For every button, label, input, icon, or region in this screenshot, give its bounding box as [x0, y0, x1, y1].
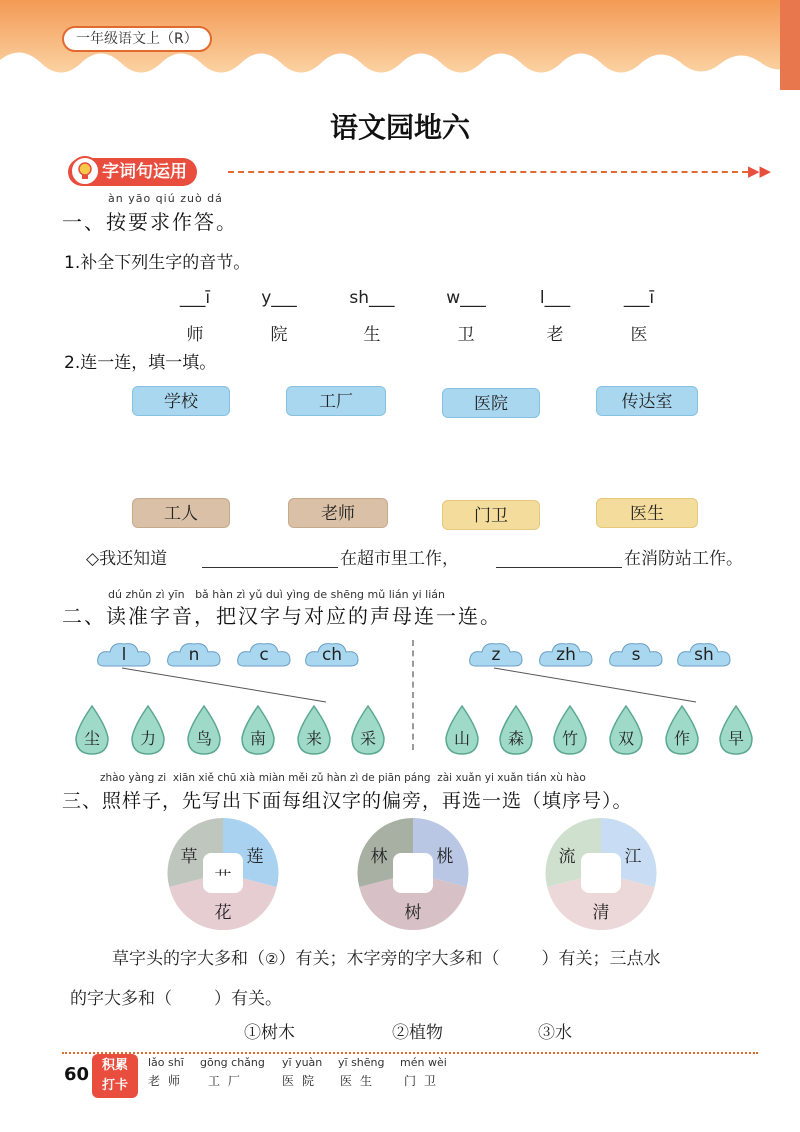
know-suffix: 在消防站工作。 — [624, 549, 743, 569]
drop-character[interactable]: 南 — [249, 729, 266, 748]
double-arrow-icon: ▶▶ — [748, 162, 772, 180]
initial-label[interactable]: z — [491, 645, 501, 665]
footer-badge — [92, 1054, 138, 1098]
q1-label: 1.补全下列生字的音节。 — [64, 253, 251, 273]
page-number: 60 — [64, 1064, 90, 1085]
part2-pinyin: dú zhǔn zì yīn bǎ hàn zì yǔ duì yìng de shēng mǔ lián yi lián — [108, 588, 445, 601]
option-item: ①树木 — [244, 1023, 295, 1043]
footer-pinyin: mén wèi — [400, 1056, 447, 1069]
wheel-character: 莲 — [246, 847, 264, 867]
drop-character[interactable]: 来 — [305, 729, 322, 748]
syllable-blank[interactable]: y___ — [261, 288, 297, 308]
drop-character[interactable]: 森 — [507, 729, 524, 748]
syllable-blank[interactable]: ___ī — [623, 288, 655, 308]
character: 老 — [546, 325, 564, 345]
syllable-blank[interactable]: sh___ — [349, 288, 395, 308]
person-card[interactable]: 门卫 — [442, 500, 540, 530]
character: 卫 — [457, 325, 475, 345]
drop-character[interactable]: 山 — [453, 729, 470, 748]
initial-label[interactable]: s — [631, 645, 641, 665]
part2-heading: 二、读准字音，把汉字与对应的声母连一连。 — [62, 604, 502, 628]
footer-word: 医院 — [282, 1074, 323, 1088]
drop-character[interactable]: 早 — [727, 729, 744, 748]
place-card[interactable]: 学校 — [132, 386, 230, 416]
footer-word: 门卫 — [404, 1074, 445, 1088]
initial-label[interactable]: zh — [556, 645, 576, 665]
place-card[interactable]: 传达室 — [596, 386, 698, 416]
syllable-blank[interactable]: w___ — [446, 288, 486, 308]
drop-character[interactable]: 作 — [673, 729, 690, 748]
initial-label[interactable]: c — [259, 645, 269, 665]
grade-tag: 一年级语文上（R） — [62, 26, 212, 52]
initial-label[interactable]: sh — [694, 645, 714, 665]
initial-label[interactable]: ch — [321, 645, 343, 665]
drop-character[interactable]: 采 — [359, 729, 376, 748]
wheel-character: 林 — [370, 847, 388, 867]
wheel-character: 花 — [214, 903, 232, 923]
know-mid: 在超市里工作， — [340, 549, 459, 569]
drop-character[interactable]: 尘 — [83, 729, 100, 748]
radical-answer[interactable]: 艹 — [214, 869, 232, 889]
footer-pinyin: gōng chǎng — [200, 1056, 265, 1069]
footer-pinyin: lǎo shī — [148, 1056, 184, 1069]
footer-pinyin: yī yuàn — [282, 1056, 323, 1069]
section-banner: 字词句运用 — [68, 158, 197, 186]
syllable-blank[interactable]: l___ — [539, 288, 571, 308]
fill-sentence-line1: 草字头的字大多和（②）有关；木字旁的字大多和（ ）有关；三点水 — [112, 949, 661, 969]
footer-word: 老师 — [148, 1074, 189, 1088]
person-card[interactable]: 医生 — [596, 498, 698, 528]
drop-character[interactable]: 双 — [617, 729, 634, 748]
place-card[interactable]: 医院 — [442, 388, 540, 418]
initial-label[interactable]: l — [121, 645, 127, 665]
wheel-character: 树 — [404, 903, 422, 923]
part3-heading: 三、照样子，先写出下面每组汉字的偏旁，再选一选（填序号）。 — [62, 790, 633, 812]
wheel-character: 江 — [624, 847, 642, 867]
syllable-blank[interactable]: ___ī — [179, 288, 211, 308]
badge-line2: 打卡 — [101, 1078, 128, 1093]
footer-divider — [62, 1052, 758, 1054]
wheel-character: 草 — [180, 847, 198, 867]
part3-pinyin: zhào yàng zi xiān xiě chū xià miàn měi zǔ hàn zì de piān páng zài xuǎn yi xuǎn tián xù hào — [100, 772, 586, 784]
know-prefix: ◇我还知道 — [86, 549, 168, 569]
footer-word: 工厂 — [208, 1074, 249, 1088]
drop-character[interactable]: 鸟 — [195, 729, 212, 748]
part1-heading: 一、按要求作答。 — [62, 210, 238, 234]
q2-label: 2.连一连，填一填。 — [64, 353, 217, 373]
place-card[interactable]: 工厂 — [286, 386, 386, 416]
drop-character[interactable]: 竹 — [561, 729, 578, 748]
character: 生 — [363, 325, 381, 345]
initial-label[interactable]: n — [188, 645, 200, 665]
sample-answer[interactable]: ② — [265, 950, 279, 968]
person-card[interactable]: 工人 — [132, 498, 230, 528]
option-item: ③水 — [538, 1023, 572, 1043]
footer-pinyin: yī shēng — [338, 1056, 385, 1069]
option-item: ②植物 — [392, 1023, 443, 1043]
character: 院 — [270, 325, 288, 345]
badge-line1: 积累 — [101, 1058, 128, 1073]
part1-pinyin: àn yāo qiú zuò dá — [108, 192, 223, 205]
drop-character[interactable]: 力 — [139, 729, 156, 748]
fill-sentence-line2: 的字大多和（ ）有关。 — [70, 989, 282, 1009]
wheel-character: 流 — [558, 847, 576, 867]
person-card[interactable]: 老师 — [288, 498, 388, 528]
character: 医 — [630, 325, 648, 345]
page-title: 语文园地六 — [329, 111, 470, 144]
column-divider — [412, 640, 414, 750]
wheel-character: 桃 — [436, 847, 454, 867]
character: 师 — [186, 325, 204, 345]
wheel-character: 清 — [592, 903, 610, 923]
footer-word: 医生 — [340, 1074, 381, 1088]
